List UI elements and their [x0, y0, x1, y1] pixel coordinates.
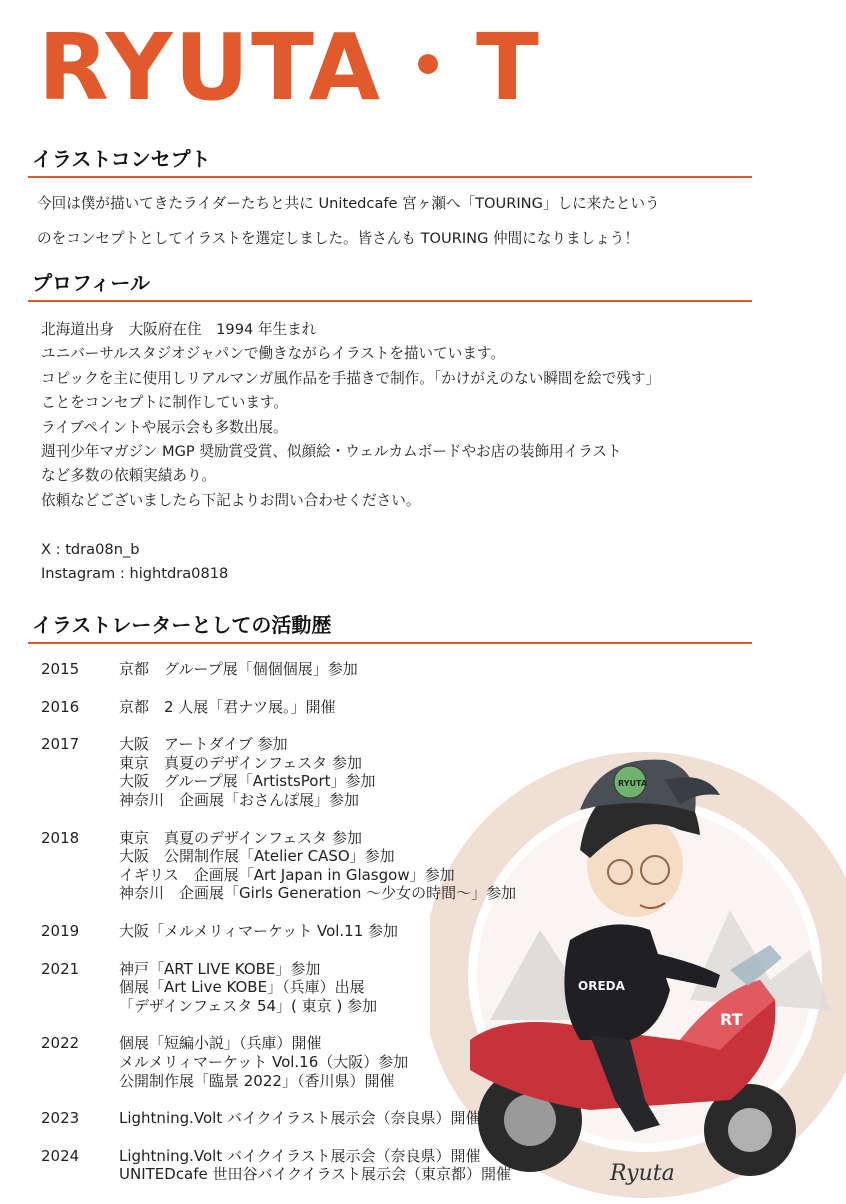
history-year: [41, 772, 119, 791]
profile-line: ライブペイントや展示会も多数出展。: [41, 418, 288, 436]
jacket-logo: OREDA: [578, 979, 625, 993]
history-entry: [41, 1034, 601, 1053]
instagram-account: Instagram : hightdra0818: [41, 564, 229, 582]
history-year: [41, 1165, 119, 1184]
history-event: 個展「短編小説」（兵庫）開催: [119, 1034, 322, 1053]
history-entry: [41, 791, 601, 810]
history-year: 2016: [41, 697, 80, 716]
x-account: X : tdra08n_b: [41, 540, 140, 558]
history-event: イギリス 企画展「Art Japan in Glasgow」参加: [119, 865, 455, 884]
history-year: [41, 1072, 119, 1091]
history-entry: [41, 1165, 601, 1184]
concept-line: 今回は僕が描いてきたライダーたちと共に Unitedcafe 宮ヶ瀬へ「TOURING」しに来たという: [37, 195, 660, 212]
history-event: UNITEDcafe 世田谷バイクイラスト展示会（東京都）開催: [119, 1165, 512, 1184]
history-entry: [41, 1053, 601, 1072]
history-year: [41, 884, 119, 903]
history-year-group: [41, 698, 601, 717]
history-event: メルメリィマーケット Vol.16（大阪）参加: [119, 1052, 409, 1071]
history-year-group: [41, 660, 601, 679]
history-year: 2024: [41, 1146, 80, 1165]
history-entry: [41, 884, 601, 903]
history-event: 公開制作展「臨景 2022」（香川県）開催: [119, 1071, 395, 1090]
artist-signature: Ryuta: [610, 1161, 675, 1186]
history-year: [41, 997, 119, 1016]
profile-line: コピックを主に使用しリアルマンガ風作品を手描きで制作。「かけがえのない瞬間を絵で残す」: [41, 369, 661, 387]
profile-line: ユニバーサルスタジオジャパンで働きながらイラストを描いています。: [41, 345, 505, 363]
history-year: 2022: [41, 1034, 80, 1053]
history-event: 東京 真夏のデザインフェスタ 参加: [119, 753, 362, 772]
history-entry: [41, 1109, 601, 1128]
history-year-group: [41, 960, 601, 1016]
profile-text: [41, 318, 761, 586]
history-entry: [41, 660, 601, 679]
history-event: 神戸「ART LIVE KOBE」参加: [119, 959, 321, 978]
history-event: 京都 2 人展「君ナツ展。」開催: [119, 697, 336, 716]
history-event: Lightning.Volt バイクイラスト展示会（奈良県）開催: [119, 1146, 481, 1165]
concept-divider: [28, 176, 752, 178]
profile-line: 北海道出身 大阪府在住 1994 年生まれ: [41, 321, 317, 338]
profile-divider: [28, 300, 752, 302]
concept-text: [37, 186, 749, 256]
history-event: 大阪「メルメリィマーケット Vol.11 参加: [119, 921, 399, 940]
profile-heading: プロフィール: [32, 271, 150, 295]
cap-emblem-text: RYUTA: [618, 779, 648, 788]
profile-line: 依頼などございましたら下記よりお問い合わせください。: [41, 491, 421, 509]
concept-line: のをコンセプトとしてイラストを選定しました。皆さんも TOURING 仲間になりましょう！: [37, 230, 639, 247]
history-event: 神奈川 企画展「Girls Generation ～少女の時間～」参加: [119, 884, 517, 903]
history-entry: [41, 978, 601, 997]
history-entry: [41, 735, 601, 754]
concept-heading: イラストコンセプト: [32, 147, 211, 171]
history-event: 神奈川 企画展「おさんぽ展」参加: [119, 790, 360, 809]
profile-line: 週刊少年マガジン MGP 奨励賞受賞、似顔絵・ウェルカムボードやお店の装飾用イラスト: [41, 442, 622, 460]
history-year: [41, 754, 119, 773]
history-year-group: [41, 829, 601, 903]
history-entry: [41, 960, 601, 979]
history-event: 大阪 グループ展「ArtistsPort」参加: [119, 772, 376, 791]
history-year-group: [41, 1147, 601, 1184]
bike-logo: RT: [720, 1010, 743, 1029]
history-year: [41, 1053, 119, 1072]
history-year: 2018: [41, 828, 80, 847]
history-year: 2019: [41, 921, 80, 940]
history-entry: [41, 829, 601, 848]
history-year-group: [41, 922, 601, 941]
artist-name-title: RYUTA・T: [38, 14, 541, 121]
history-event: Lightning.Volt バイクイラスト展示会（奈良県）開催: [119, 1109, 481, 1128]
profile-line: など多数の依頼実績あり。: [41, 467, 217, 485]
history-event: 大阪 公開制作展「Atelier CASO」参加: [119, 847, 395, 866]
history-year-group: [41, 735, 601, 809]
history-heading: イラストレーターとしての活動歴: [32, 613, 332, 637]
profile-line: ことをコンセプトに制作しています。: [41, 394, 288, 412]
history-year: [41, 791, 119, 810]
history-entry: [41, 847, 601, 866]
history-year: 2017: [41, 735, 80, 754]
history-entry: [41, 997, 601, 1016]
history-event: 個展「Art Live KOBE」（兵庫）出展: [119, 978, 365, 997]
history-year: 2021: [41, 959, 80, 978]
history-event: 「デザインフェスタ 54」( 東京 ) 参加: [119, 996, 378, 1015]
history-entry: [41, 1072, 601, 1091]
history-year: [41, 866, 119, 885]
front-wheel-hub: [728, 1108, 772, 1152]
history-year: 2015: [41, 660, 80, 678]
history-entry: [41, 772, 601, 791]
history-year-group: [41, 1109, 601, 1128]
history-entry: [41, 1147, 601, 1166]
history-event: 大阪 アートダイブ 参加: [119, 735, 288, 754]
history-list: [41, 660, 601, 1203]
history-year: [41, 847, 119, 866]
history-year-group: [41, 1034, 601, 1090]
history-year: 2023: [41, 1109, 80, 1128]
history-entry: [41, 922, 601, 941]
history-entry: [41, 754, 601, 773]
history-event: 東京 真夏のデザインフェスタ 参加: [119, 828, 362, 847]
history-entry: [41, 866, 601, 885]
history-event: 京都 グループ展「個個個展」参加: [119, 660, 358, 678]
history-entry: [41, 698, 601, 717]
history-year: [41, 978, 119, 997]
history-divider: [28, 642, 752, 644]
